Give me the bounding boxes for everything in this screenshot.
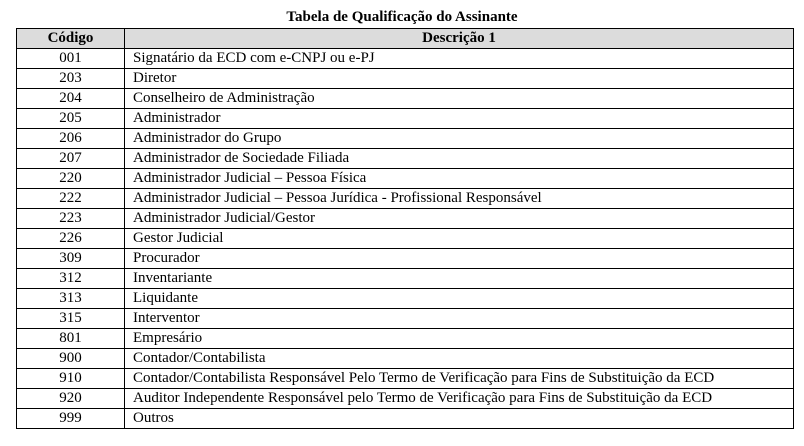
cell-description: Gestor Judicial [125, 229, 794, 249]
table-header-row [17, 29, 794, 49]
table-row [17, 89, 794, 109]
table-row [17, 149, 794, 169]
cell-code: 910 [17, 369, 125, 389]
cell-description: Contador/Contabilista Responsável Pelo Termo de Verificação para Fins de Substituição da ECD [125, 369, 794, 389]
table-row [17, 229, 794, 249]
cell-code: 315 [17, 309, 125, 329]
cell-code: 207 [17, 149, 125, 169]
cell-description: Administrador do Grupo [125, 129, 794, 149]
cell-description: Administrador de Sociedade Filiada [125, 149, 794, 169]
cell-description: Administrador Judicial – Pessoa Jurídica - Profissional Responsável [125, 189, 794, 209]
table-row [17, 49, 794, 69]
cell-code: 205 [17, 109, 125, 129]
cell-code: 001 [17, 49, 125, 69]
column-header-code: Código [17, 29, 125, 49]
cell-code: 313 [17, 289, 125, 309]
table-row [17, 289, 794, 309]
cell-description: Contador/Contabilista [125, 349, 794, 369]
cell-code: 226 [17, 229, 125, 249]
cell-code: 206 [17, 129, 125, 149]
column-header-description: Descrição 1 [125, 29, 794, 49]
cell-code: 203 [17, 69, 125, 89]
table-row [17, 109, 794, 129]
cell-description: Liquidante [125, 289, 794, 309]
table-row [17, 349, 794, 369]
cell-code: 801 [17, 329, 125, 349]
table-row [17, 69, 794, 89]
table-row [17, 249, 794, 269]
cell-code: 222 [17, 189, 125, 209]
cell-code: 312 [17, 269, 125, 289]
table-row [17, 389, 794, 409]
cell-description: Administrador Judicial – Pessoa Física [125, 169, 794, 189]
cell-description: Administrador [125, 109, 794, 129]
cell-code: 223 [17, 209, 125, 229]
cell-description: Inventariante [125, 269, 794, 289]
cell-description: Administrador Judicial/Gestor [125, 209, 794, 229]
cell-description: Signatário da ECD com e-CNPJ ou e-PJ [125, 49, 794, 69]
table-row [17, 329, 794, 349]
table-row [17, 209, 794, 229]
cell-code: 220 [17, 169, 125, 189]
cell-code: 900 [17, 349, 125, 369]
table-title: Tabela de Qualificação do Assinante [286, 9, 518, 25]
table-row [17, 129, 794, 149]
cell-description: Diretor [125, 69, 794, 89]
table-row [17, 409, 794, 429]
table-row [17, 169, 794, 189]
cell-description: Procurador [125, 249, 794, 269]
cell-description: Conselheiro de Administração [125, 89, 794, 109]
cell-code: 204 [17, 89, 125, 109]
cell-code: 309 [17, 249, 125, 269]
cell-description: Interventor [125, 309, 794, 329]
cell-description: Auditor Independente Responsável pelo Termo de Verificação para Fins de Substituição da ECD [125, 389, 794, 409]
cell-description: Empresário [125, 329, 794, 349]
table-row [17, 269, 794, 289]
qualification-table [16, 28, 794, 429]
cell-code: 999 [17, 409, 125, 429]
cell-code: 920 [17, 389, 125, 409]
table-row [17, 189, 794, 209]
cell-description: Outros [125, 409, 794, 429]
table-row [17, 309, 794, 329]
table-row [17, 369, 794, 389]
